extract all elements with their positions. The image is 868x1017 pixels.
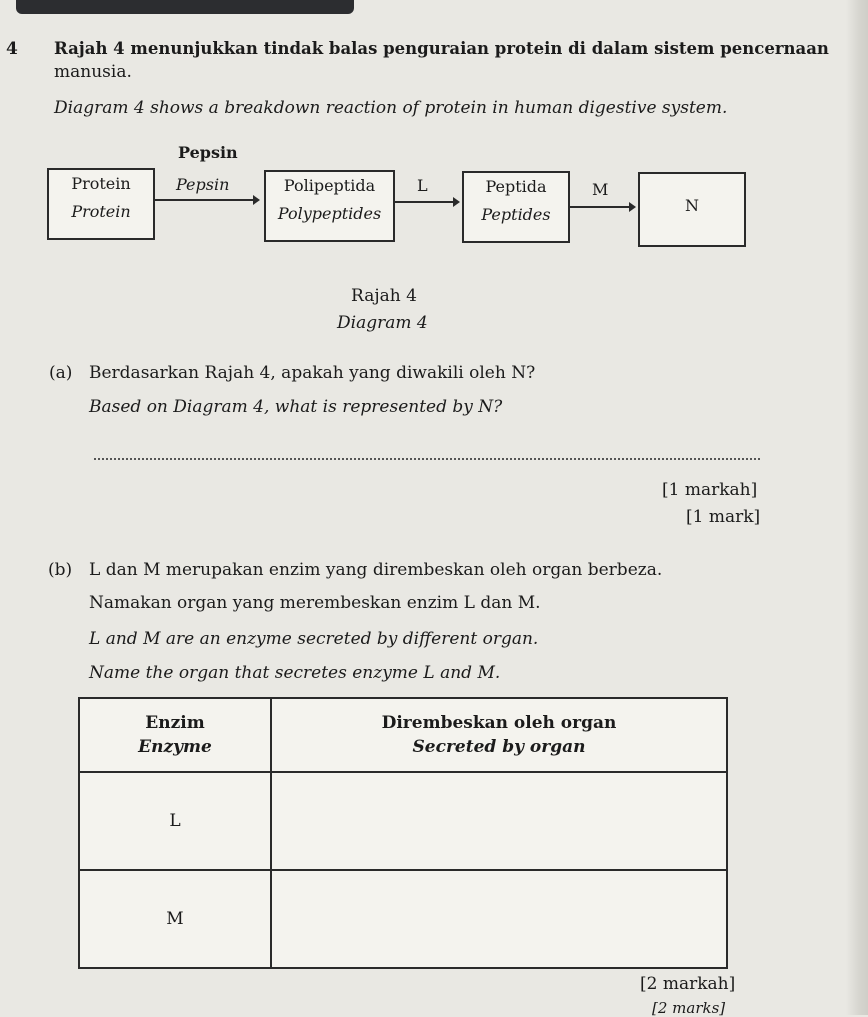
header-organ <box>271 698 727 772</box>
table-header-row <box>79 698 727 772</box>
arrow3-label: M <box>592 180 609 199</box>
header-enzyme-malay: Enzim <box>145 713 205 733</box>
header-organ-malay: Dirembeskan oleh organ <box>381 713 617 733</box>
organ-answer-cell-m[interactable] <box>271 870 727 968</box>
top-dark-bar <box>16 0 354 14</box>
box-poly-english: Polypeptides <box>277 204 382 223</box>
part-a-marks-english: [1 mark] <box>686 507 761 527</box>
header-enzyme-english: Enzyme <box>138 737 212 757</box>
box-polypeptides <box>264 170 395 242</box>
table-row <box>79 772 727 870</box>
intro-english: Diagram 4 shows a breakdown reaction of protein in human digestive system. <box>54 98 728 118</box>
arrow-3 <box>569 206 634 208</box>
caption-malay: Rajah 4 <box>351 286 417 306</box>
arrow2-label: L <box>417 176 428 195</box>
box-poly-malay: Polipeptida <box>283 176 376 195</box>
organ-answer-cell-l[interactable] <box>271 772 727 870</box>
part-a-question-english: Based on Diagram 4, what is represented by N? <box>89 397 503 417</box>
table-row <box>79 870 727 968</box>
header-enzyme <box>79 698 271 772</box>
part-b-line1-english: L and M are an enzyme secreted by different organ. <box>89 629 539 649</box>
arrow-1 <box>154 199 258 201</box>
box-protein-english: Protein <box>71 202 131 221</box>
enzyme-cell-l: L <box>79 772 271 870</box>
box-peptides <box>462 171 570 243</box>
part-b-label: (b) <box>48 560 73 580</box>
part-b-line1-malay: L dan M merupakan enzim yang dirembeskan oleh organ berbeza. <box>89 560 663 580</box>
box-protein <box>47 168 155 240</box>
box-n <box>638 172 746 247</box>
box-protein-malay: Protein <box>71 174 131 193</box>
header-organ-english: Secreted by organ <box>412 737 586 757</box>
box-pept-english: Peptides <box>481 205 551 224</box>
part-b-marks-malay: [2 markah] <box>640 974 736 994</box>
arrow-2 <box>394 201 458 203</box>
arrow1-label-top: Pepsin <box>178 143 238 162</box>
intro-malay-line2: manusia. <box>54 62 132 82</box>
page-edge-shadow <box>846 0 868 1015</box>
part-b-line2-malay: Namakan organ yang merembeskan enzim L dan M. <box>89 593 541 613</box>
answer-table <box>78 697 728 969</box>
caption-english: Diagram 4 <box>337 313 428 333</box>
part-a-question-malay: Berdasarkan Rajah 4, apakah yang diwakili oleh N? <box>89 363 536 383</box>
question-number: 4 <box>6 39 18 59</box>
arrow1-label: Pepsin <box>176 175 230 194</box>
box-n-label: N <box>685 196 699 215</box>
part-b-marks-english: [2 marks] <box>652 999 726 1017</box>
part-a-label: (a) <box>49 363 73 383</box>
box-pept-malay: Peptida <box>485 177 547 196</box>
enzyme-cell-m: M <box>79 870 271 968</box>
part-b-line2-english: Name the organ that secretes enzyme L and M. <box>89 663 501 683</box>
answer-line[interactable] <box>94 458 760 460</box>
intro-malay-line1: Rajah 4 menunjukkan tindak balas penguraian protein di dalam sistem pencernaan <box>54 39 829 58</box>
part-a-marks-malay: [1 markah] <box>662 480 758 500</box>
